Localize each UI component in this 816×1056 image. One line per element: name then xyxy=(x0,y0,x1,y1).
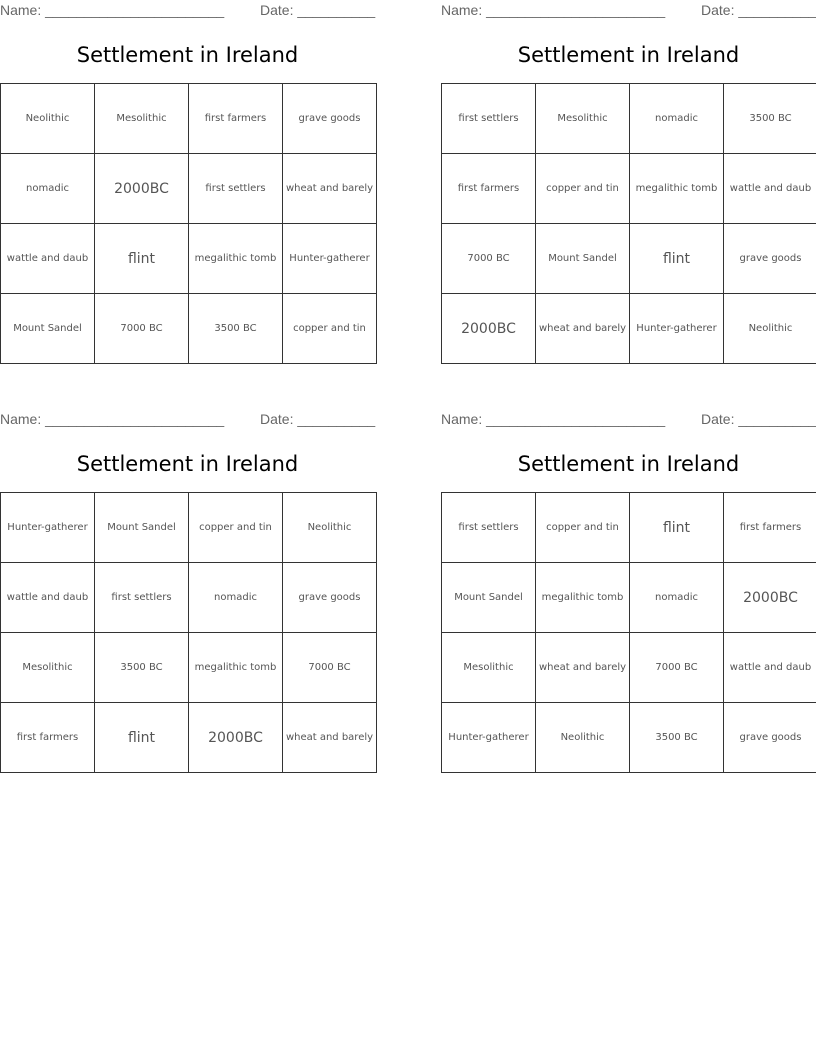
grid-row xyxy=(1,563,377,633)
grid-cell: grave goods xyxy=(283,563,377,633)
grid-cell: Hunter-gatherer xyxy=(283,224,377,294)
grid-cell: Mesolithic xyxy=(536,84,630,154)
grid-row xyxy=(1,294,377,364)
grid-cell: megalithic tomb xyxy=(189,224,283,294)
grid-cell: first farmers xyxy=(724,493,816,563)
grid-cell: 7000 BC xyxy=(283,633,377,703)
card-title: Settlement in Ireland xyxy=(517,43,740,67)
grid-cell: 3500 BC xyxy=(630,703,724,773)
date-field[interactable]: Date: __________ xyxy=(260,411,376,427)
grid-cell: Neolithic xyxy=(1,84,95,154)
grid-cell: Mesolithic xyxy=(442,633,536,703)
grid-cell: Mesolithic xyxy=(1,633,95,703)
grid-cell: flint xyxy=(630,224,724,294)
grid-cell: Mount Sandel xyxy=(1,294,95,364)
grid-cell: grave goods xyxy=(724,703,816,773)
grid-cell: wheat and barely xyxy=(536,633,630,703)
grid-cell: wheat and barely xyxy=(536,294,630,364)
grid-cell: wattle and daub xyxy=(1,224,95,294)
grid-cell: Neolithic xyxy=(283,493,377,563)
grid-cell: Mount Sandel xyxy=(95,493,189,563)
bingo-grid xyxy=(441,492,816,773)
date-field[interactable]: Date: __________ xyxy=(701,2,816,18)
bingo-grid xyxy=(0,492,377,773)
grid-cell: wattle and daub xyxy=(724,633,816,703)
grid-cell: Neolithic xyxy=(536,703,630,773)
bingo-grid xyxy=(441,83,816,364)
grid-cell: wheat and barely xyxy=(283,703,377,773)
card-header xyxy=(441,409,816,429)
bingo-card-1 xyxy=(0,0,375,365)
grid-cell: 7000 BC xyxy=(442,224,536,294)
grid-cell: 2000BC xyxy=(724,563,816,633)
bingo-card-4 xyxy=(441,409,816,774)
grid-row xyxy=(442,154,816,224)
card-header xyxy=(441,0,816,20)
bingo-card-2 xyxy=(441,0,816,365)
grid-cell: 2000BC xyxy=(189,703,283,773)
grid-cell: Hunter-gatherer xyxy=(442,703,536,773)
grid-cell: first farmers xyxy=(189,84,283,154)
grid-cell: copper and tin xyxy=(189,493,283,563)
name-field[interactable]: Name: _______________________ xyxy=(0,2,225,18)
grid-row xyxy=(1,84,377,154)
grid-row xyxy=(442,84,816,154)
grid-cell: 2000BC xyxy=(442,294,536,364)
grid-cell: megalithic tomb xyxy=(536,563,630,633)
grid-cell: Neolithic xyxy=(724,294,816,364)
date-field[interactable]: Date: __________ xyxy=(260,2,376,18)
grid-cell: 7000 BC xyxy=(95,294,189,364)
name-field[interactable]: Name: _______________________ xyxy=(441,411,666,427)
grid-cell: nomadic xyxy=(630,563,724,633)
grid-cell: Mesolithic xyxy=(95,84,189,154)
grid-row xyxy=(1,493,377,563)
grid-cell: Hunter-gatherer xyxy=(1,493,95,563)
grid-cell: first settlers xyxy=(95,563,189,633)
grid-row xyxy=(442,493,816,563)
grid-cell: copper and tin xyxy=(283,294,377,364)
grid-cell: first farmers xyxy=(1,703,95,773)
grid-cell: wattle and daub xyxy=(724,154,816,224)
grid-cell: flint xyxy=(95,703,189,773)
grid-cell: flint xyxy=(630,493,724,563)
grid-row xyxy=(1,224,377,294)
grid-cell: 3500 BC xyxy=(95,633,189,703)
grid-cell: megalithic tomb xyxy=(630,154,724,224)
grid-cell: wheat and barely xyxy=(283,154,377,224)
grid-cell: Mount Sandel xyxy=(536,224,630,294)
grid-cell: nomadic xyxy=(630,84,724,154)
grid-row xyxy=(442,633,816,703)
card-header xyxy=(0,409,375,429)
name-field[interactable]: Name: _______________________ xyxy=(441,2,666,18)
grid-row xyxy=(442,294,816,364)
grid-row xyxy=(442,563,816,633)
grid-cell: copper and tin xyxy=(536,493,630,563)
card-title: Settlement in Ireland xyxy=(76,452,299,476)
grid-cell: grave goods xyxy=(283,84,377,154)
grid-row xyxy=(1,633,377,703)
grid-cell: Mount Sandel xyxy=(442,563,536,633)
grid-cell: megalithic tomb xyxy=(189,633,283,703)
name-field[interactable]: Name: _______________________ xyxy=(0,411,225,427)
grid-cell: 3500 BC xyxy=(189,294,283,364)
card-title: Settlement in Ireland xyxy=(76,43,299,67)
bingo-card-3 xyxy=(0,409,375,774)
grid-cell: nomadic xyxy=(189,563,283,633)
grid-cell: first settlers xyxy=(442,493,536,563)
grid-cell: wattle and daub xyxy=(1,563,95,633)
grid-cell: 7000 BC xyxy=(630,633,724,703)
grid-row xyxy=(1,703,377,773)
card-header xyxy=(0,0,375,20)
grid-cell: Hunter-gatherer xyxy=(630,294,724,364)
grid-cell: flint xyxy=(95,224,189,294)
grid-cell: copper and tin xyxy=(536,154,630,224)
card-title: Settlement in Ireland xyxy=(517,452,740,476)
grid-cell: 2000BC xyxy=(95,154,189,224)
grid-cell: nomadic xyxy=(1,154,95,224)
grid-cell: 3500 BC xyxy=(724,84,816,154)
grid-cell: first settlers xyxy=(442,84,536,154)
grid-cell: first farmers xyxy=(442,154,536,224)
grid-row xyxy=(442,224,816,294)
date-field[interactable]: Date: __________ xyxy=(701,411,816,427)
grid-row xyxy=(1,154,377,224)
grid-cell: first settlers xyxy=(189,154,283,224)
grid-row xyxy=(442,703,816,773)
grid-cell: grave goods xyxy=(724,224,816,294)
bingo-grid xyxy=(0,83,377,364)
